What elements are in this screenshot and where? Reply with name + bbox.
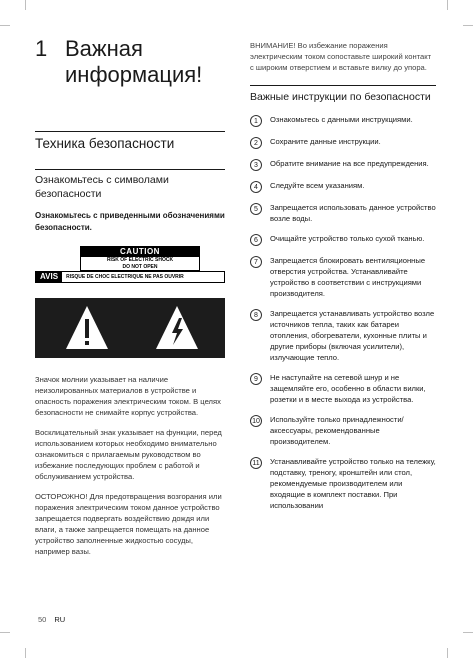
crop-mark — [25, 648, 26, 658]
caution-title: CAUTION — [81, 247, 199, 257]
page-number: 50 — [38, 615, 47, 624]
instruction-number: 8 — [250, 309, 262, 321]
crop-mark — [25, 0, 26, 10]
instruction-item — [250, 180, 436, 193]
instruction-text: Устанавливайте устройство только на тележку, подставку, треногу, кронштейн или стол, рекомендуемые производителем или входящие в комплект поставки. При использовании — [270, 457, 436, 510]
instruction-item — [250, 233, 436, 246]
instruction-text: Запрещается устанавливать устройство возле источников тепла, таких как батареи отопления, обогреватели, кухонные плиты и другие приборы (включая усилители), излучающие тепло. — [270, 309, 435, 362]
page-footer — [38, 615, 65, 624]
instruction-text: Запрещается блокировать вентиляционные отверстия устройства. Устанавливайте устройство в соответствии с инструкциями производителя. — [270, 256, 426, 298]
instructions-title: Важные инструкции по безопасности — [250, 91, 431, 103]
crop-mark — [463, 25, 473, 26]
instruction-text: Сохраните данные инструкции. — [270, 137, 381, 146]
exclamation-explanation: Восклицательный знак указывает на функции, перед использованием которых необходимо внимательно ознакомиться с прилагаемым руководством во избежание последующих проблем с работой и обслуживанием устройства. — [35, 428, 222, 481]
instruction-text: Запрещается использовать данное устройство возле воды. — [270, 203, 436, 223]
crop-mark — [0, 632, 10, 633]
instruction-number: 10 — [250, 415, 262, 427]
caution-line-2: DO NOT OPEN — [122, 263, 158, 270]
intro-text: Ознакомьтесь с приведенными обозначениями безопасности. — [35, 211, 225, 232]
instructions-list — [250, 114, 436, 511]
symbol-explanations — [35, 374, 225, 557]
instruction-item — [250, 158, 436, 171]
instruction-item — [250, 202, 436, 224]
section-title: Техника безопасности — [35, 136, 175, 151]
subsection-title: Ознакомьтесь с символами безопасности — [35, 174, 169, 200]
chapter-title: Важная информация! — [65, 36, 203, 87]
crop-mark — [463, 632, 473, 633]
instruction-number: 1 — [250, 115, 262, 127]
safety-symbols-panel — [35, 298, 225, 358]
chapter-heading — [35, 36, 225, 88]
instruction-number: 5 — [250, 203, 262, 215]
instruction-text: Обратите внимание на все предупреждения. — [270, 159, 429, 168]
instruction-item — [250, 136, 436, 149]
instruction-number: 6 — [250, 234, 262, 246]
instruction-text: Очищайте устройство только сухой тканью. — [270, 234, 425, 243]
instruction-text: Не наступайте на сетевой шнур и не защемляйте его, особенно в области вилки, розетки и в месте выхода из устройства. — [270, 373, 426, 404]
crop-mark — [447, 0, 448, 10]
instruction-number: 7 — [250, 256, 262, 268]
instruction-item — [250, 114, 436, 127]
caution-line-1: RISK OF ELECTRIC SHOCK — [106, 257, 174, 263]
exclamation-warning-icon — [66, 306, 108, 349]
instruction-number: 3 — [250, 159, 262, 171]
instruction-text: Следуйте всем указаниям. — [270, 181, 365, 190]
crop-mark — [447, 648, 448, 658]
instruction-number: 9 — [250, 373, 262, 385]
instruction-item — [250, 456, 436, 511]
instruction-number: 11 — [250, 457, 262, 469]
instruction-number: 4 — [250, 181, 262, 193]
lightning-warning-icon — [156, 306, 198, 349]
instruction-item — [250, 255, 436, 299]
instruction-item — [250, 308, 436, 363]
avis-text: RISQUE DE CHOC ELECTRIQUE NE PAS OUVRIR — [66, 274, 184, 280]
right-column — [250, 40, 436, 520]
caution-label — [35, 246, 225, 284]
chapter-number: 1 — [35, 36, 48, 61]
avis-label: AVIS — [36, 272, 62, 282]
caution-paragraph: ОСТОРОЖНО! Для предотвращения возгорания или поражения электрическим током данное устройство запрещается подвергать воздействию дождя или влаги, а также запрещается помещать на данное устройство заполненные жидкостью сосуды, например вазы. — [35, 492, 222, 556]
instruction-item — [250, 372, 436, 405]
left-column — [35, 36, 225, 566]
instruction-item — [250, 414, 436, 447]
plug-warning: ВНИМАНИЕ! Во избежание поражения электрическим током сопоставьте широкий контакт с широким отверстием и вставьте вилку до упора. — [250, 41, 432, 72]
lightning-explanation: Значок молнии указывает на наличие неизолированных материалов в устройстве и опасность поражения электрическим током. В целях безопасности не снимайте корпус устройства. — [35, 375, 221, 417]
language-code: RU — [54, 615, 66, 624]
instruction-number: 2 — [250, 137, 262, 149]
caution-box — [80, 246, 200, 271]
instruction-text: Используйте только принадлежности/ аксессуары, рекомендованные производителем. — [270, 415, 404, 446]
instruction-text: Ознакомьтесь с данными инструкциями. — [270, 115, 413, 124]
crop-mark — [0, 25, 10, 26]
avis-strip — [35, 271, 225, 283]
